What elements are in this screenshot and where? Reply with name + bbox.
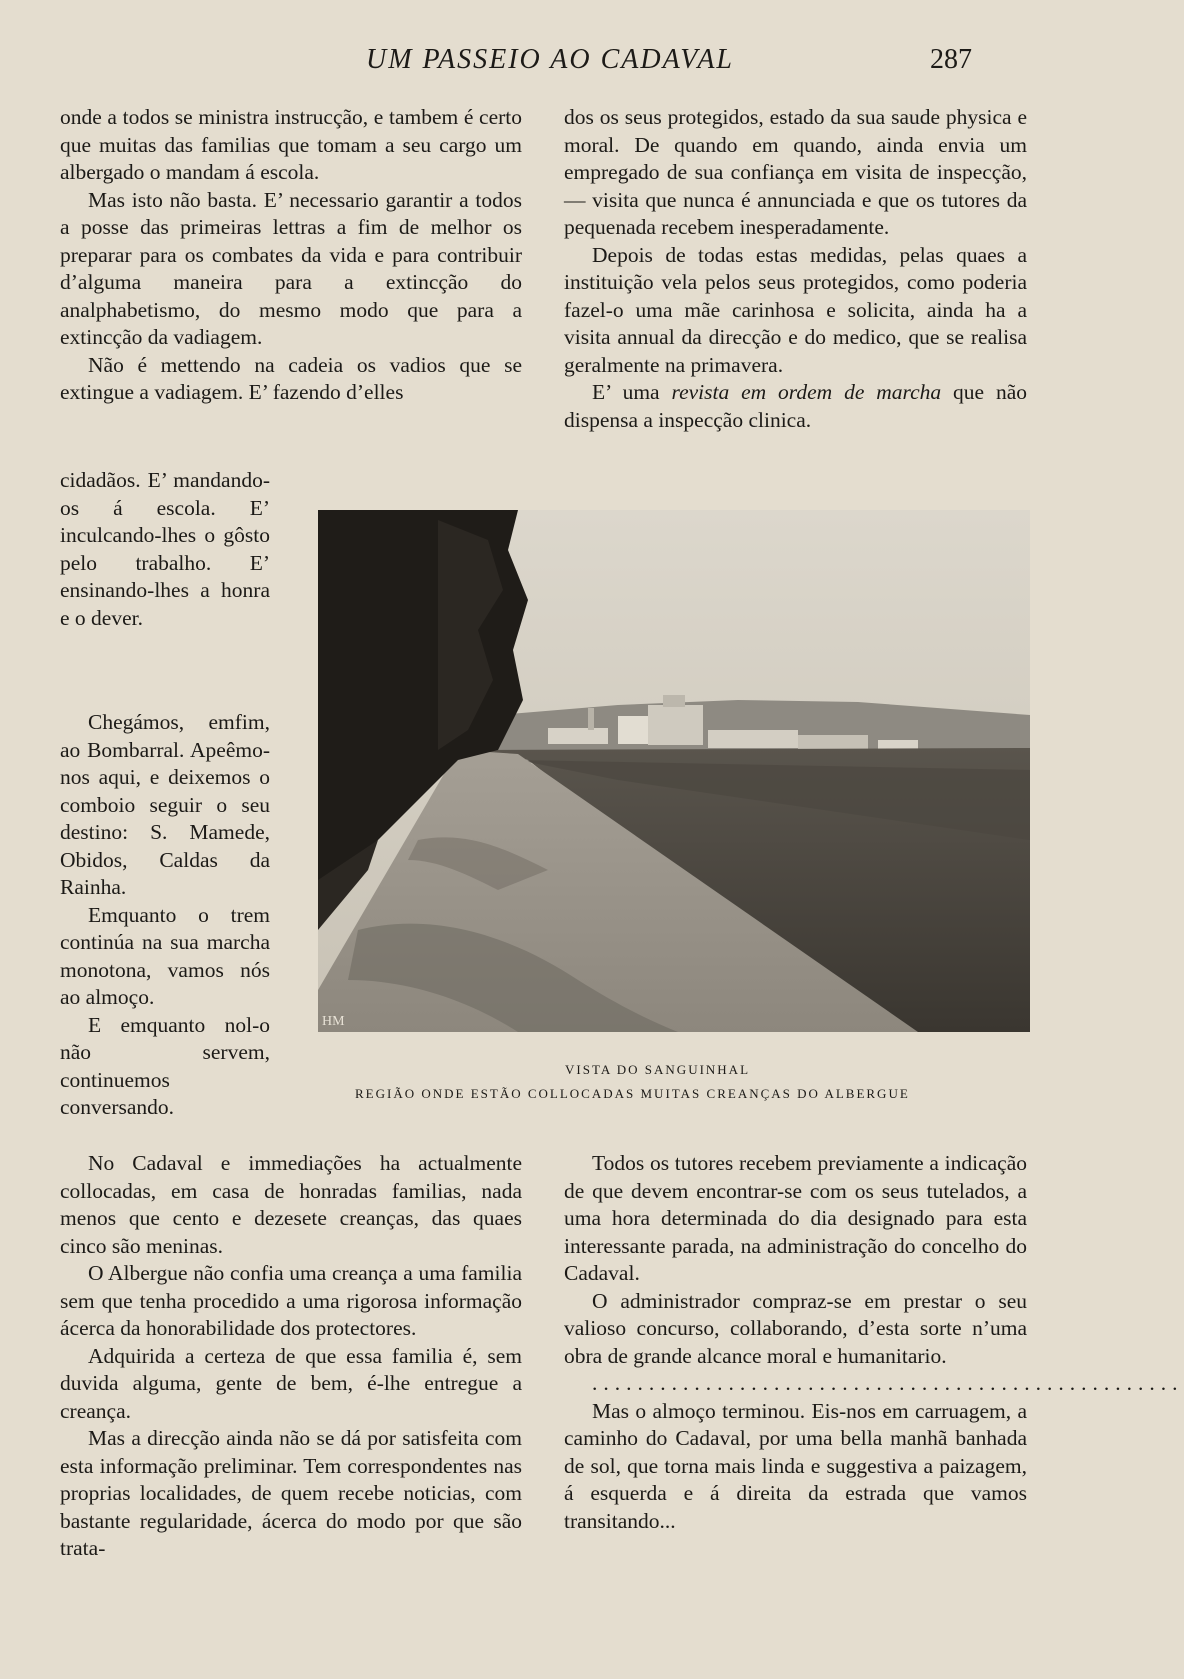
paragraph: O administrador compraz-se em prestar o seu valioso concurso, collaborando, d’esta sorte n’uma obra de grande alcance moral e humanitario. <box>564 1288 1027 1368</box>
dotted-separator: .................................................... <box>592 1371 1184 1395</box>
photographer-monogram: HM <box>322 1014 345 1029</box>
paragraph: Adquirida a certeza de que essa familia é, sem duvida alguma, gente de bem, é-lhe entregue a creança. <box>60 1343 522 1423</box>
paragraph: Chegámos, emfim, ao Bombarral. Apeêmo-nos aqui, e deixemos o comboio seguir o seu destino: S. Mamede, Obidos, Caldas da Rainha. <box>60 710 270 899</box>
left-column-bottom <box>60 1150 522 1563</box>
photo-caption-subtitle: REGIÃO ONDE ESTÃO COLLOCADAS MUITAS CREANÇAS DO ALBERGUE <box>355 1086 910 1101</box>
paragraph: Emquanto o trem continúa na sua marcha monotona, vamos nós ao almoço. <box>60 902 270 1009</box>
paragraph: E emquanto nol-o não servem, continuemos conversando. <box>60 1012 270 1119</box>
paragraph: O Albergue não confia uma creança a uma familia sem que tenha procedido a uma rigorosa informação ácerca da honorabilidade dos protectores. <box>60 1261 522 1340</box>
paragraph: dos os seus protegidos, estado da sua saude physica e moral. De quando em quando, ainda envia um empregado de sua confiança em visita de inspecção, — visita que nunca é annunciada e que os tutores da pequenada recebem inesperadamente. <box>564 105 1027 239</box>
paragraph: Depois de todas estas medidas, pelas quaes a instituição vela pelos seus protegidos, como poderia fazel-o uma mãe carinhosa e solicita, ainda ha a visita annual da direcção e do medico, que se realisa geralmente na primavera. <box>564 242 1027 377</box>
photograph-sanguinhal <box>318 510 1030 1032</box>
left-narrow-column-1 <box>60 467 270 632</box>
text-run: E’ uma <box>592 380 660 404</box>
paragraph: Mas o almoço terminou. Eis-nos em carruagem, a caminho do Cadaval, por uma bella manhã banhada de sol, que torna mais linda e suggestiva a paizagem, á esquerda e á direita da estrada que vamos transitando... <box>564 1398 1027 1533</box>
paragraph: cidadãos. E’ mandando-os á escola. E’ inculcando-lhes o gôsto pelo trabalho. E’ ensinando-lhes a honra e o dever. <box>60 468 270 630</box>
paragraph: Todos os tutores recebem previamente a indicação de que devem encontrar-se com os seus tutelados, a uma hora determinada do dia designado para esta interessante parada, na administração do concelho do Cadaval. <box>564 1151 1027 1285</box>
paragraph: Mas isto não basta. E’ necessario garantir a todos a posse das primeiras lettras a fim de melhor os preparar para os combates da vida e para contribuir d’alguma maneira para a extincção do analphabetismo, do mesmo modo que para a extincção da vadiagem. <box>60 187 522 349</box>
paragraph: No Cadaval e immediações ha actualmente collocadas, em casa de honradas familias, nada menos que cento e dezesete creanças, das quaes cinco são meninas. <box>60 1151 522 1258</box>
paragraph: onde a todos se ministra instrucção, e tambem é certo que muitas das familias que tomam a seu cargo um albergado o mandam á escola. <box>60 105 522 184</box>
italic-phrase: revista em ordem de marcha <box>671 380 942 404</box>
landscape-photo <box>318 510 1030 1032</box>
page-number: 287 <box>930 44 972 75</box>
paragraph: Não é mettendo na cadeia os vadios que se extingue a vadiagem. E’ fazendo d’elles <box>60 352 522 404</box>
left-column-top <box>60 104 522 407</box>
paragraph <box>564 379 1027 434</box>
page-title: UM PASSEIO AO CADAVAL <box>365 44 735 75</box>
photo-caption-title: VISTA DO SANGUINHAL <box>565 1062 751 1077</box>
left-narrow-column-2 <box>60 709 270 1122</box>
text-run: que não dispensa a inspecção clinica. <box>564 380 1028 432</box>
paragraph: Mas a direcção ainda não se dá por satisfeita com esta informação preliminar. Tem correspondentes nas proprias localidades, de quem recebe noticias, com bastante regularidade, ácerca do modo por que são trata- <box>60 1426 522 1560</box>
right-column-top <box>564 104 1027 434</box>
right-column-bottom <box>564 1150 1184 1535</box>
